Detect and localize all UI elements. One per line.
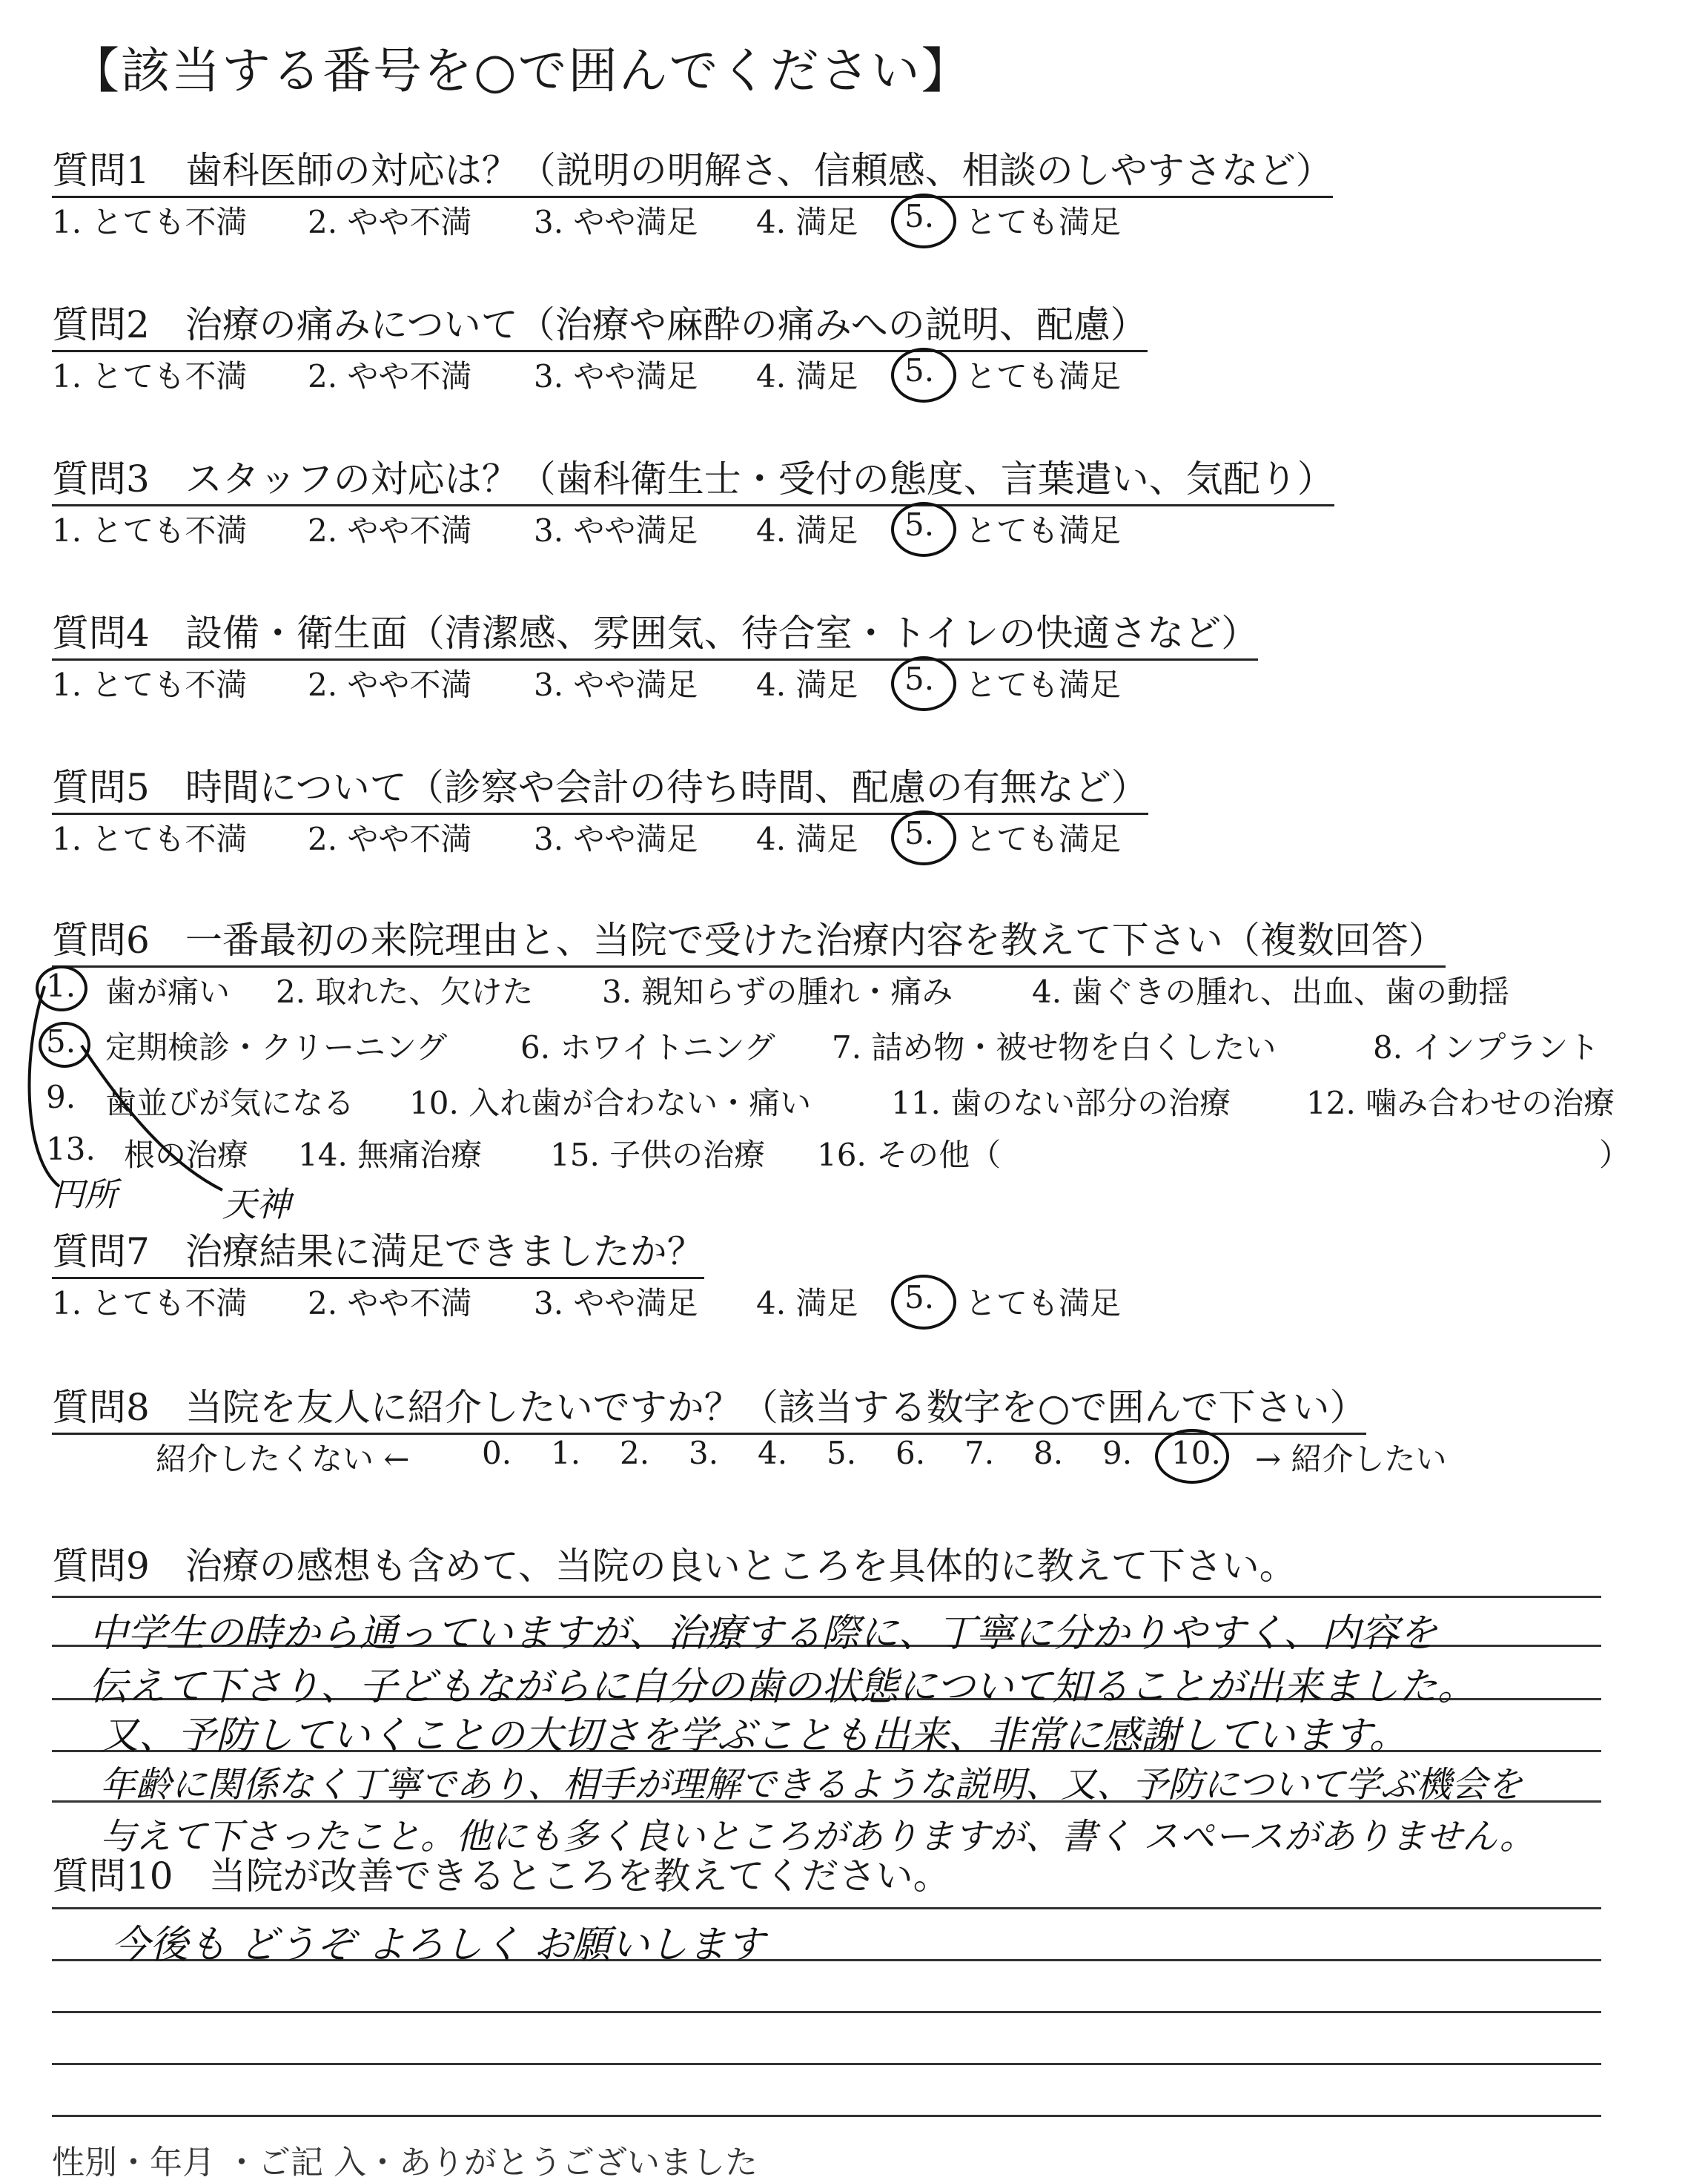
question-number: 質問10 <box>52 1855 173 1898</box>
q6-option-10[interactable]: 10. 入れ歯が合わない・痛い <box>409 1085 812 1121</box>
rating-option-3[interactable]: 3. やや満足 <box>534 512 698 549</box>
q6-option-1-label: 歯が痛い <box>105 974 231 1010</box>
handwritten-note-left: 円所 <box>52 1176 117 1214</box>
question-text: 治療結果に満足できましたか？ <box>185 1230 704 1273</box>
question-text: 歯科医師の対応は？（説明の明解さ、信頼感、相談のしやすさなど） <box>185 149 1333 192</box>
rating-option-2[interactable]: 2. やや不満 <box>308 821 472 857</box>
q6-option-7[interactable]: 7. 詰め物・被せ物を白くしたい <box>832 1029 1277 1066</box>
question-text: 設備・衛生面（清潔感、雰囲気、待合室・トイレの快適さなど） <box>185 612 1259 655</box>
question-number: 質問6 <box>52 919 150 962</box>
rating-option-4[interactable]: 4. 満足 <box>756 358 858 394</box>
rating-option-label-5: とても満足 <box>965 821 1122 857</box>
question-text: 当院を友人に紹介したいですか？（該当する数字を○で囲んで下さい） <box>185 1386 1367 1429</box>
question-number: 質問7 <box>52 1230 150 1273</box>
scale-option-5[interactable]: 5. <box>827 1435 857 1471</box>
q9-answer-line-5: 与えて下さったこと。他にも多く良いところがありますが、書く スペースがありません。 <box>100 1816 1535 1857</box>
q9-answer-line-1: 中学生の時から通っていますが、治療する際に、丁寧に分かりやすく、内容を <box>89 1611 1437 1656</box>
rating-option-5[interactable]: 5. <box>904 1279 935 1315</box>
rating-option-2[interactable]: 2. やや不満 <box>308 667 472 703</box>
scale-option-6[interactable]: 6. <box>896 1435 926 1471</box>
rating-option-4[interactable]: 4. 満足 <box>756 512 858 549</box>
scale-option-10[interactable]: 10. <box>1171 1435 1221 1471</box>
q6-option-9-number[interactable]: 9. <box>46 1079 76 1115</box>
scale-left-label: 紹介したくない ← <box>156 1441 410 1477</box>
question-text: 時間について（診察や会計の待ち時間、配慮の有無など） <box>185 766 1148 809</box>
rating-option-2[interactable]: 2. やや不満 <box>308 358 472 394</box>
rating-option-label-5: とても満足 <box>965 667 1122 703</box>
scale-option-8[interactable]: 8. <box>1033 1435 1064 1471</box>
q6-option-2[interactable]: 2. 取れた、欠けた <box>276 974 534 1010</box>
q6-option-11[interactable]: 11. 歯のない部分の治療 <box>891 1085 1231 1121</box>
rating-option-1[interactable]: 1. とても不満 <box>52 821 248 857</box>
q10-answer: 今後も どうぞ よろしく お願いします <box>111 1923 765 1967</box>
rating-option-label-5: とても満足 <box>965 358 1122 394</box>
q6-option-6[interactable]: 6. ホワイトニング <box>520 1029 775 1066</box>
q6-option-9-label: 歯並びが気になる <box>105 1085 355 1121</box>
q6-option-16[interactable]: 16. その他（ <box>817 1137 1002 1173</box>
rating-option-5[interactable]: 5. <box>904 198 935 234</box>
rating-option-4[interactable]: 4. 満足 <box>756 1285 858 1321</box>
question-number: 質問1 <box>52 149 150 192</box>
handwritten-note-tenjin: 天神 <box>222 1184 291 1224</box>
rating-option-4[interactable]: 4. 満足 <box>756 667 858 703</box>
question-number: 質問4 <box>52 612 150 655</box>
rating-option-1[interactable]: 1. とても不満 <box>52 667 248 703</box>
q9-answer-line-4: 年齢に関係なく丁寧であり、相手が理解できるような説明、又、予防について学ぶ機会を <box>100 1764 1523 1806</box>
rating-option-1[interactable]: 1. とても不満 <box>52 512 248 549</box>
q6-option-13-number[interactable]: 13. <box>46 1131 96 1167</box>
q6-option-4[interactable]: 4. 歯ぐきの腫れ、出血、歯の動揺 <box>1032 974 1509 1010</box>
scale-option-3[interactable]: 3. <box>689 1435 719 1471</box>
q6-option-15[interactable]: 15. 子供の治療 <box>550 1137 766 1173</box>
rating-option-label-5: とても満足 <box>965 512 1122 549</box>
rating-option-1[interactable]: 1. とても不満 <box>52 358 248 394</box>
question-number: 質問8 <box>52 1386 150 1429</box>
q9-answer-line-2: 伝えて下さり、子どもながらに自分の歯の状態について知ることが出来ました。 <box>89 1665 1476 1709</box>
question-number: 質問2 <box>52 303 150 346</box>
question-number: 質問3 <box>52 458 150 501</box>
rating-option-3[interactable]: 3. やや満足 <box>534 1285 698 1321</box>
rating-option-1[interactable]: 1. とても不満 <box>52 204 248 240</box>
rating-option-3[interactable]: 3. やや満足 <box>534 204 698 240</box>
q6-option-8[interactable]: 8. インプラント <box>1373 1029 1600 1066</box>
scale-option-0[interactable]: 0. <box>482 1435 512 1471</box>
question-text: 治療の痛みについて（治療や麻酔の痛みへの説明、配慮） <box>185 303 1148 346</box>
rating-option-label-5: とても満足 <box>965 1285 1122 1321</box>
scale-option-4[interactable]: 4. <box>758 1435 788 1471</box>
rating-option-2[interactable]: 2. やや不満 <box>308 512 472 549</box>
rating-option-4[interactable]: 4. 満足 <box>756 204 858 240</box>
rating-option-5[interactable]: 5. <box>904 661 935 697</box>
rating-option-5[interactable]: 5. <box>904 815 935 851</box>
rating-option-5[interactable]: 5. <box>904 506 935 543</box>
question-text: スタッフの対応は？（歯科衛生士・受付の態度、言葉遣い、気配り） <box>185 458 1334 501</box>
rating-option-2[interactable]: 2. やや不満 <box>308 1285 472 1321</box>
q6-option-14[interactable]: 14. 無痛治療 <box>298 1137 483 1173</box>
q6-option-13-label: 根の治療 <box>124 1137 249 1173</box>
q9-answer-line-3: 又、予防していくことの大切さを学ぶことも出来、非常に感謝しています。 <box>100 1714 1408 1758</box>
q6-option-16-close: ） <box>1599 1137 1631 1173</box>
q6-option-5-label: 定期検診・クリーニング <box>105 1029 448 1066</box>
q6-option-1-number[interactable]: 1. <box>46 968 76 1004</box>
question-number: 質問9 <box>52 1545 150 1588</box>
rating-option-3[interactable]: 3. やや満足 <box>534 667 698 703</box>
rating-option-5[interactable]: 5. <box>904 352 935 389</box>
question-number: 質問5 <box>52 766 150 809</box>
q6-option-12[interactable]: 12. 噛み合わせの治療 <box>1306 1085 1615 1121</box>
scale-option-9[interactable]: 9. <box>1102 1435 1133 1471</box>
q6-option-5-number[interactable]: 5. <box>46 1023 76 1060</box>
scale-option-2[interactable]: 2. <box>620 1435 650 1471</box>
scale-option-7[interactable]: 7. <box>964 1435 995 1471</box>
question-text: 当院が改善できるところを教えてください。 <box>208 1855 950 1898</box>
rating-option-1[interactable]: 1. とても不満 <box>52 1285 248 1321</box>
page-title: 【該当する番号を○で囲んでください】 <box>70 42 972 99</box>
rating-option-2[interactable]: 2. やや不満 <box>308 204 472 240</box>
footer-partial: 性別・年月 ・ご記 入・ありがとうございました <box>52 2144 758 2182</box>
question-text: 治療の感想も含めて、当院の良いところを具体的に教えて下さい。 <box>185 1545 1297 1588</box>
rating-option-label-5: とても満足 <box>965 204 1122 240</box>
q6-option-3[interactable]: 3. 親知らずの腫れ・痛み <box>602 974 953 1010</box>
rating-option-3[interactable]: 3. やや満足 <box>534 821 698 857</box>
rating-option-4[interactable]: 4. 満足 <box>756 821 858 857</box>
question-text: 一番最初の来院理由と、当院で受けた治療内容を教えて下さい（複数回答） <box>185 919 1446 962</box>
scale-right-label: → 紹介したい <box>1255 1441 1447 1477</box>
scale-option-1[interactable]: 1. <box>551 1435 581 1471</box>
rating-option-3[interactable]: 3. やや満足 <box>534 358 698 394</box>
